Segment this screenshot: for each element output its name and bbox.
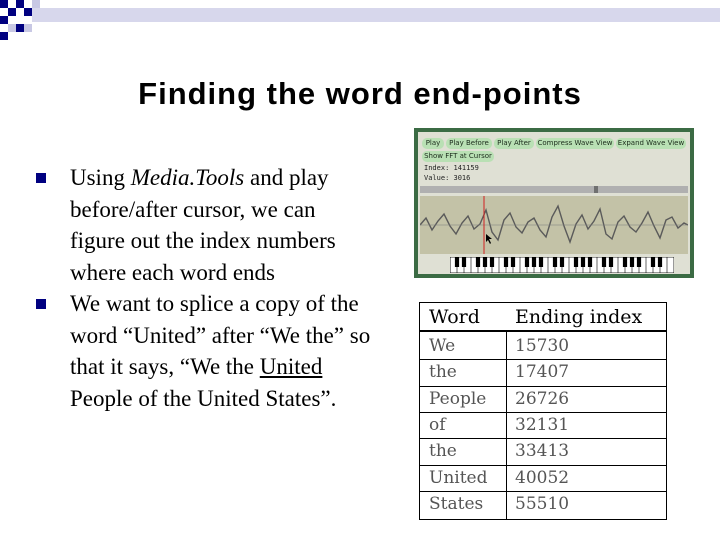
table-cell-word: States — [429, 493, 484, 514]
play-after-button[interactable]: Play After — [494, 138, 534, 149]
row-divider — [419, 412, 667, 413]
compress-wave-view-button[interactable]: Compress Wave View — [537, 139, 613, 147]
row-divider — [419, 491, 667, 492]
row-divider — [419, 465, 667, 466]
table-cell-ending-index: 26726 — [515, 388, 570, 409]
bullet-text: People of the United States”. — [70, 385, 337, 411]
table-cell-word: We — [429, 336, 456, 356]
show-fft-button[interactable]: Show FFT at Cursor — [422, 151, 494, 162]
index-readout: Index: 141159 — [424, 164, 479, 172]
piano-keyboard-icon[interactable] — [450, 257, 674, 273]
wave-scrollbar[interactable] — [420, 186, 688, 193]
scrollbar-thumb[interactable] — [594, 186, 598, 193]
table-cell-word: People — [429, 388, 487, 409]
square-bullet-icon — [36, 173, 46, 183]
expand-wave-view-button[interactable]: Expand Wave View — [617, 139, 685, 147]
corner-decoration — [0, 0, 720, 45]
waveform-view[interactable] — [420, 196, 688, 254]
table-cell-word: United — [429, 467, 488, 488]
word-index-table — [419, 302, 667, 520]
play-button[interactable]: Play — [422, 138, 444, 149]
bullet-item-media-tools — [36, 162, 376, 288]
slide-title: Finding the word end-points — [138, 76, 582, 111]
table-header-ending-index: Ending index — [515, 306, 643, 328]
table-cell-ending-index: 55510 — [515, 493, 570, 514]
table-cell-word: the — [429, 362, 457, 383]
bullet-list — [36, 162, 376, 414]
table-cell-word: of — [429, 414, 446, 435]
table-cell-ending-index: 32131 — [515, 414, 570, 435]
waveform-icon — [420, 196, 688, 254]
table-cell-word: the — [429, 441, 457, 462]
media-tools-window — [418, 132, 690, 274]
table-cell-ending-index: 40052 — [515, 467, 570, 488]
bullet-text: Using — [70, 165, 131, 190]
bullet-text: We want to splice a copy of the word “United” after “We the” so that it says, “We the — [70, 291, 371, 379]
square-bullet-icon — [36, 299, 46, 309]
row-divider — [419, 386, 667, 387]
bullet-text-italic: Media.Tools — [130, 165, 245, 190]
bullet-text: and play before/after cursor, we can figure out the index numbers where each word ends — [70, 165, 336, 285]
table-cell-ending-index: 15730 — [515, 336, 570, 356]
play-before-button[interactable]: Play Before — [446, 138, 492, 149]
bullet-item-splice — [36, 288, 376, 414]
table-cell-ending-index: 17407 — [515, 362, 570, 383]
row-divider — [419, 438, 667, 439]
value-readout: Value: 3016 — [424, 174, 471, 182]
bullet-text-underlined: United — [259, 354, 323, 379]
mouse-cursor-icon — [486, 234, 492, 244]
media-tools-panel — [414, 128, 694, 278]
row-divider — [419, 359, 667, 360]
table-cell-ending-index: 33413 — [515, 441, 570, 462]
header-divider — [419, 330, 667, 332]
table-header-word: Word — [429, 306, 480, 328]
